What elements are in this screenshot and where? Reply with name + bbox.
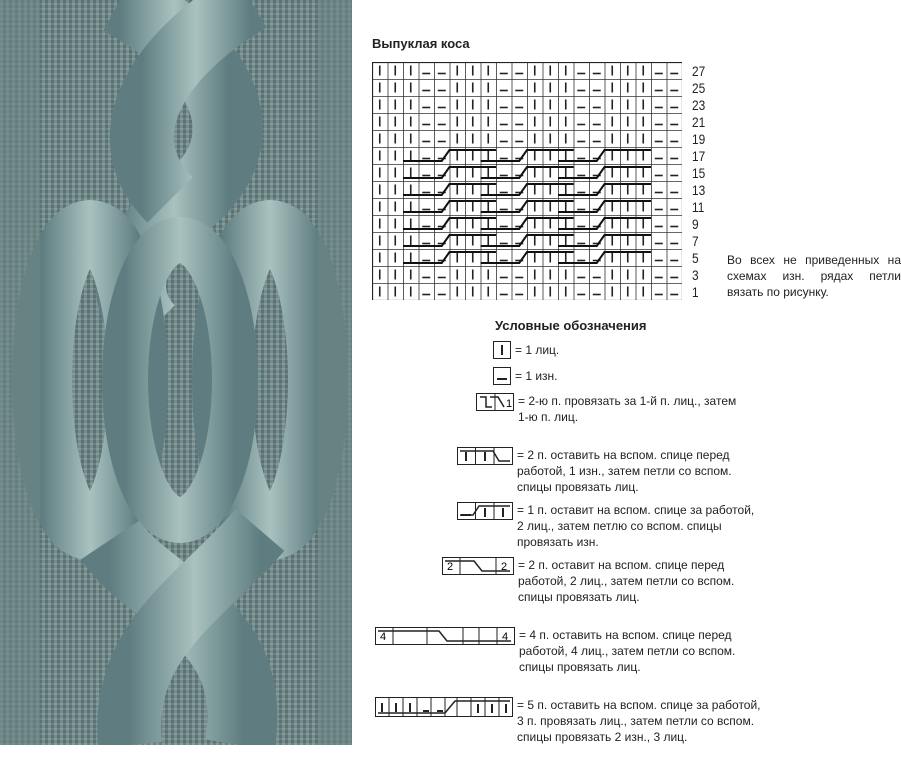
legend-item-cable-2: [442, 557, 763, 605]
legend-item-cross-left: [457, 447, 762, 495]
legend-symbol-label: 1: [506, 398, 513, 410]
row-number: 5: [692, 250, 699, 266]
legend-item-cable-5: [375, 697, 762, 745]
legend-text: = 1 п. оставит на вспом. спице за работой, 2 лиц., затем петлю со вспом. спицы провязать изн.: [517, 503, 755, 549]
cable-2-2-icon: [442, 557, 514, 575]
legend-item-twist: [476, 393, 748, 425]
knitting-chart: [372, 62, 682, 300]
row-number: 17: [692, 148, 706, 164]
legend-text: = 2 п. оставить на вспом. спице перед работой, 1 изн., затем петли со вспом. спицы провязать лиц.: [517, 448, 732, 494]
cable-4-4-icon: [375, 627, 515, 645]
row-number: 15: [692, 165, 706, 181]
row-number: 3: [692, 267, 699, 283]
row-number: 23: [692, 97, 706, 113]
knit-stitch-icon: [493, 341, 511, 359]
row-number: 13: [692, 182, 706, 198]
row-number: 11: [692, 199, 705, 215]
legend-symbol-label: 2: [447, 561, 454, 573]
row-number: 7: [692, 233, 699, 249]
row-number: 1: [692, 284, 699, 300]
row-number: 21: [692, 114, 706, 130]
legend-item-purl: [493, 367, 558, 385]
legend-text: = 2 п. оставит на вспом. спице перед работой, 2 лиц., затем петли со вспом. спицы провязать лиц.: [518, 558, 735, 604]
legend-text: = 5 п. оставить на вспом. спице за работой, 3 п. провязать лиц., затем петли со вспом. спицы провязать 2 изн., 3 лиц.: [517, 698, 761, 744]
cable-illustration: [0, 0, 352, 745]
row-number: 27: [692, 63, 706, 79]
legend-item-cable-4: [375, 627, 764, 675]
cable-5-5-icon: [375, 697, 513, 717]
legend-text: = 1 изн.: [515, 369, 558, 383]
purl-stitch-icon: [493, 367, 511, 385]
legend-symbol-label: 2: [501, 561, 508, 573]
legend-symbol-label: 4: [502, 631, 509, 643]
legend-item-knit: [493, 341, 559, 359]
row-number: 9: [692, 216, 699, 232]
cross-right-2-1-icon: [457, 502, 513, 520]
twist-right-icon: [476, 393, 514, 411]
note-text: Во всех не приведенных на схемах изн. рядах петли вязать по рисунку.: [727, 253, 901, 299]
legend-text: = 2-ю п. провязать за 1-й п. лиц., затем 1-ю п. лиц.: [518, 394, 737, 424]
legend-item-cross-right: [457, 502, 762, 550]
chart-title: Выпуклая коса: [372, 36, 470, 51]
knitted-cable-photo: [0, 0, 352, 745]
legend-text: = 4 п. оставить на вспом. спице перед работой, 4 лиц., затем петли со вспом. спицы провязать лиц.: [519, 628, 736, 674]
row-number: 19: [692, 131, 706, 147]
legend-title: Условные обозначения: [495, 318, 647, 333]
row-number: 25: [692, 80, 706, 96]
legend-text: = 1 лиц.: [515, 343, 560, 357]
legend-symbol-label: 4: [380, 631, 387, 643]
cross-left-2-1-icon: [457, 447, 513, 465]
